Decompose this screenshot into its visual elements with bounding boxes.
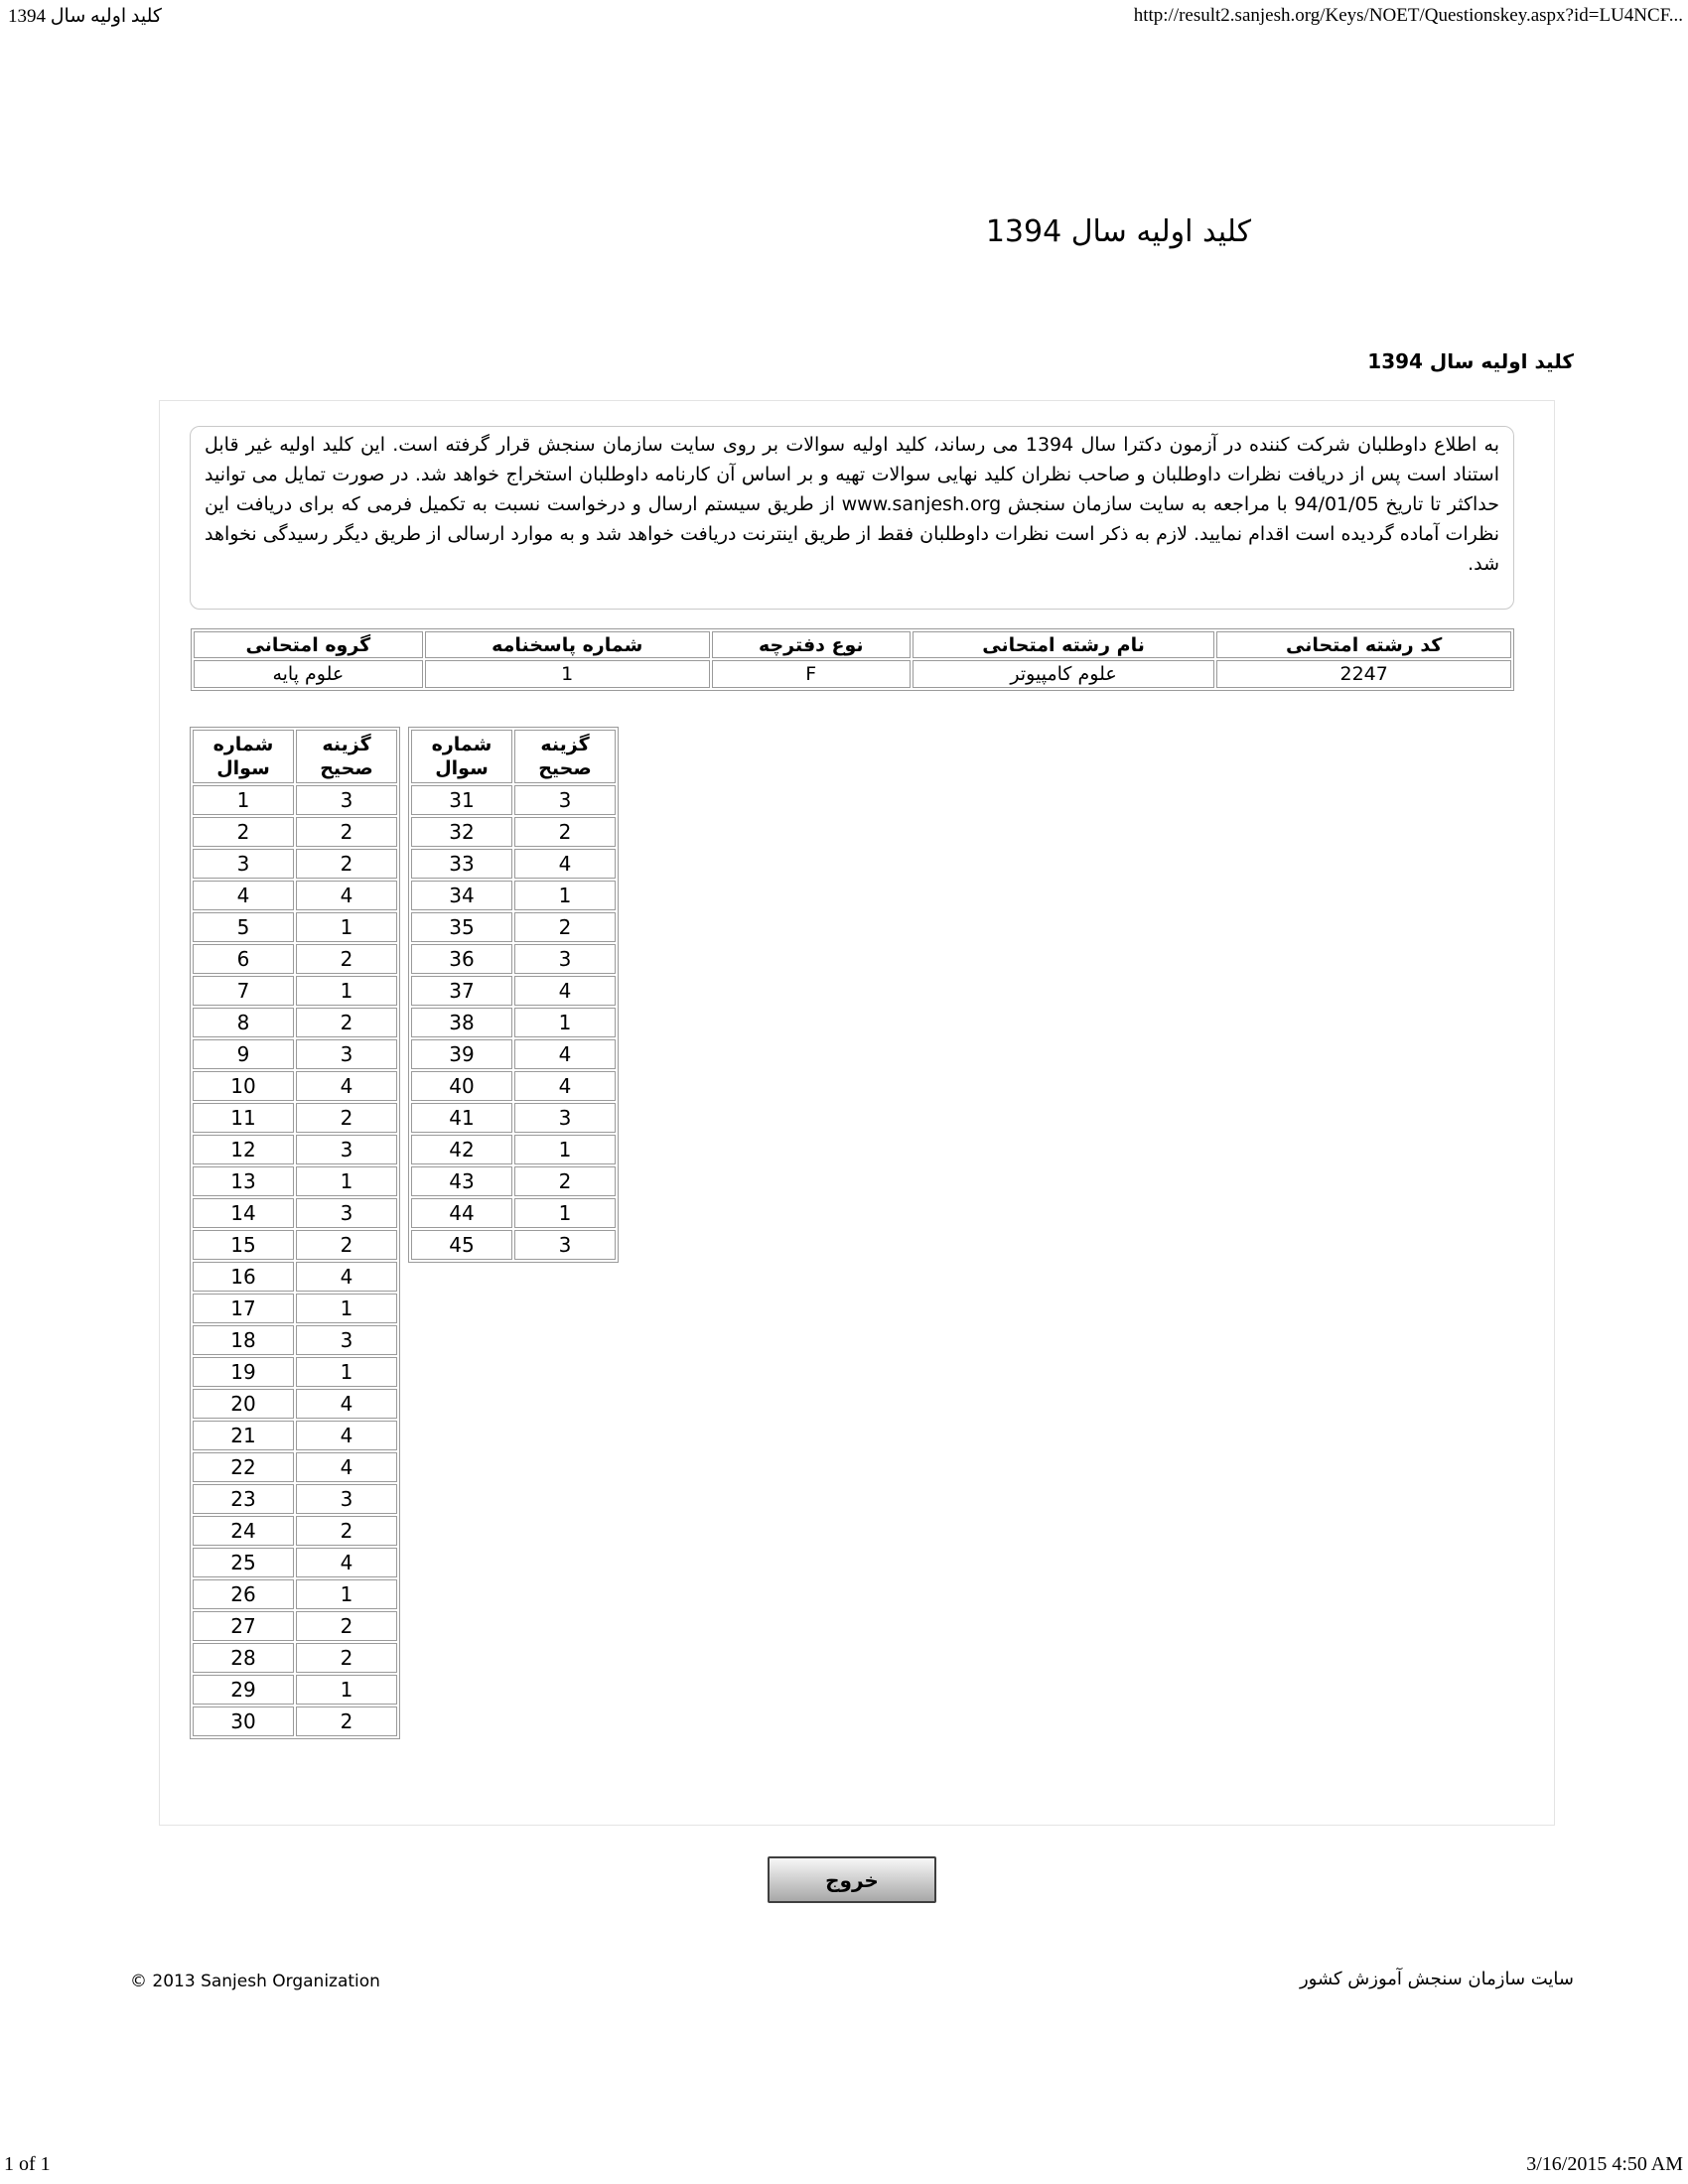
answer-key-row	[193, 785, 397, 815]
exam-info-header-exam-group: گروه امتحانی	[194, 631, 423, 658]
answer-key-row	[411, 1198, 616, 1228]
exam-info-answersheet-no: 1	[425, 660, 710, 688]
question-number-cell: 27	[193, 1611, 294, 1641]
correct-option-cell: 1	[296, 1294, 397, 1323]
answer-key-row	[193, 1611, 397, 1641]
correct-option-cell: 3	[514, 785, 616, 815]
answer-key-table-2	[408, 727, 619, 1263]
answer-key-row	[193, 1198, 397, 1228]
question-number-cell: 21	[193, 1421, 294, 1450]
correct-option-cell: 4	[296, 1071, 397, 1101]
answer-key-row	[193, 1230, 397, 1260]
exam-info-exam-code: 2247	[1216, 660, 1511, 688]
correct-option-cell: 2	[296, 849, 397, 879]
question-number-header: شماره سوال	[411, 730, 512, 783]
answer-key-row	[193, 1357, 397, 1387]
correct-option-cell: 4	[514, 976, 616, 1006]
correct-option-cell: 1	[514, 1008, 616, 1037]
answer-key-row	[193, 1039, 397, 1069]
correct-option-cell: 3	[514, 1103, 616, 1133]
correct-option-cell: 2	[514, 1166, 616, 1196]
correct-option-cell: 1	[296, 1166, 397, 1196]
answer-key-table-2-body	[411, 785, 616, 1260]
answer-key-row	[411, 1071, 616, 1101]
question-number-cell: 12	[193, 1135, 294, 1164]
answer-key-tables	[190, 727, 619, 1739]
question-number-cell: 43	[411, 1166, 512, 1196]
answer-key-row	[411, 1230, 616, 1260]
correct-option-cell: 4	[514, 849, 616, 879]
correct-option-cell: 2	[514, 817, 616, 847]
question-number-cell: 34	[411, 881, 512, 910]
correct-option-cell: 3	[296, 1325, 397, 1355]
question-number-header: شماره سوال	[193, 730, 294, 783]
answer-key-row	[193, 1071, 397, 1101]
question-number-cell: 9	[193, 1039, 294, 1069]
question-number-cell: 42	[411, 1135, 512, 1164]
answer-key-row	[193, 912, 397, 942]
exam-info-exam-group: علوم پایه	[194, 660, 423, 688]
correct-option-cell: 1	[296, 976, 397, 1006]
correct-option-cell: 3	[514, 1230, 616, 1260]
print-footer-page-count: 1 of 1	[4, 2153, 51, 2175]
correct-option-cell: 2	[296, 1611, 397, 1641]
question-number-cell: 45	[411, 1230, 512, 1260]
question-number-cell: 13	[193, 1166, 294, 1196]
correct-option-cell: 4	[514, 1039, 616, 1069]
page-subtitle: کلید اولیه سال 1394	[1367, 349, 1574, 373]
question-number-cell: 25	[193, 1548, 294, 1577]
answer-key-row	[193, 881, 397, 910]
question-number-cell: 7	[193, 976, 294, 1006]
exam-info-table-wrap	[191, 628, 1514, 691]
answer-key-row	[411, 1103, 616, 1133]
answer-key-row	[193, 1262, 397, 1292]
question-number-cell: 28	[193, 1643, 294, 1673]
answer-key-row	[193, 1675, 397, 1705]
answer-key-row	[193, 1325, 397, 1355]
question-number-cell: 38	[411, 1008, 512, 1037]
answer-key-row	[411, 1039, 616, 1069]
answer-key-row	[193, 976, 397, 1006]
exam-info-header-row	[194, 631, 1511, 658]
answer-key-row	[193, 817, 397, 847]
answer-key-row	[193, 1421, 397, 1450]
question-number-cell: 41	[411, 1103, 512, 1133]
question-number-cell: 44	[411, 1198, 512, 1228]
correct-option-cell: 4	[296, 1389, 397, 1419]
correct-option-cell: 1	[296, 912, 397, 942]
answer-key-row	[411, 881, 616, 910]
answer-key-row	[193, 1516, 397, 1546]
question-number-cell: 5	[193, 912, 294, 942]
correct-option-cell: 1	[514, 1135, 616, 1164]
question-number-cell: 11	[193, 1103, 294, 1133]
correct-option-cell: 4	[296, 1548, 397, 1577]
answer-key-row	[193, 1166, 397, 1196]
correct-option-header: گزینه صحیح	[296, 730, 397, 783]
correct-option-cell: 2	[296, 944, 397, 974]
correct-option-cell: 2	[296, 1706, 397, 1736]
exam-info-header-booklet-type: نوع دفترچه	[712, 631, 911, 658]
answer-key-header-row	[193, 730, 397, 783]
correct-option-cell: 4	[296, 1421, 397, 1450]
answer-key-row	[411, 1135, 616, 1164]
answer-key-row	[411, 1008, 616, 1037]
answer-key-header-row	[411, 730, 616, 783]
question-number-cell: 8	[193, 1008, 294, 1037]
correct-option-cell: 2	[296, 1643, 397, 1673]
correct-option-cell: 1	[296, 1675, 397, 1705]
correct-option-cell: 1	[296, 1579, 397, 1609]
exam-info-header-major-name: نام رشته امتحانی	[913, 631, 1215, 658]
content-panel	[159, 400, 1555, 1826]
answer-key-row	[193, 1294, 397, 1323]
exam-info-header-exam-code: کد رشته امتحانی	[1216, 631, 1511, 658]
correct-option-cell: 1	[514, 1198, 616, 1228]
correct-option-cell: 2	[296, 1516, 397, 1546]
question-number-cell: 2	[193, 817, 294, 847]
correct-option-cell: 2	[296, 1008, 397, 1037]
question-number-cell: 16	[193, 1262, 294, 1292]
exit-button[interactable]: خروج	[768, 1856, 936, 1903]
answer-key-row	[411, 1166, 616, 1196]
correct-option-cell: 2	[296, 817, 397, 847]
question-number-cell: 4	[193, 881, 294, 910]
answer-key-table-1	[190, 727, 400, 1739]
correct-option-cell: 4	[514, 1071, 616, 1101]
correct-option-cell: 3	[296, 1135, 397, 1164]
question-number-cell: 33	[411, 849, 512, 879]
correct-option-cell: 4	[296, 1452, 397, 1482]
print-header-url: http://result2.sanjesh.org/Keys/NOET/Questionskey.aspx?id=LU4NCF...	[1133, 5, 1683, 26]
correct-option-cell: 3	[296, 1039, 397, 1069]
answer-key-row	[193, 1548, 397, 1577]
answer-key-row	[411, 817, 616, 847]
correct-option-cell: 1	[296, 1357, 397, 1387]
question-number-cell: 1	[193, 785, 294, 815]
answer-key-row	[193, 1643, 397, 1673]
question-number-cell: 10	[193, 1071, 294, 1101]
answer-key-row	[411, 912, 616, 942]
notice-paragraph: به اطلاع داوطلبان شرکت کننده در آزمون دکترا سال 1394 می رساند، کلید اولیه سوالات بر روی سایت سازمان سنجش قرار گرفته است. این کلید اولیه غیر قابل استناد است پس از دریافت نظرات داوطلبان و صاحب نظران کلید نهایی سوالات تهیه و بر اساس آن کارنامه داوطلبان استخراج خواهد شد. در صورت تمایل می توانید حداکثر تا تاریخ 94/01/05 با مراجعه به سایت سازمان سنجش www.sanjesh.org از طریق سیستم ارسال و درخواست نسبت به تکمیل فرمی که برای دریافت این نظرات آماده گردیده است اقدام نمایید. لازم به ذکر است نظرات داوطلبان فقط از طریق اینترنت دریافت خواهد شد و به موارد ارسالی از طریق دیگر رسیدگی نخواهد شد.	[190, 426, 1514, 610]
question-number-cell: 40	[411, 1071, 512, 1101]
answer-key-row	[193, 1389, 397, 1419]
answer-key-row	[193, 849, 397, 879]
question-number-cell: 24	[193, 1516, 294, 1546]
answer-key-row	[193, 1706, 397, 1736]
question-number-cell: 31	[411, 785, 512, 815]
print-header-document-title: کلید اولیه سال 1394	[8, 6, 162, 27]
correct-option-cell: 3	[296, 785, 397, 815]
answer-key-row	[193, 1135, 397, 1164]
exam-info-booklet-type: F	[712, 660, 911, 688]
answer-key-table-1-body	[193, 785, 397, 1736]
answer-key-row	[193, 1579, 397, 1609]
correct-option-cell: 4	[296, 881, 397, 910]
question-number-cell: 14	[193, 1198, 294, 1228]
answer-key-row	[193, 1452, 397, 1482]
answer-key-row	[193, 944, 397, 974]
correct-option-cell: 1	[514, 881, 616, 910]
question-number-cell: 35	[411, 912, 512, 942]
question-number-cell: 32	[411, 817, 512, 847]
correct-option-cell: 4	[296, 1262, 397, 1292]
correct-option-header: گزینه صحیح	[514, 730, 616, 783]
exam-info-major-name: علوم کامپیوتر	[913, 660, 1215, 688]
correct-option-cell: 2	[296, 1103, 397, 1133]
answer-key-row	[193, 1103, 397, 1133]
question-number-cell: 39	[411, 1039, 512, 1069]
answer-key-row	[411, 785, 616, 815]
answer-key-row	[193, 1008, 397, 1037]
answer-key-row	[411, 849, 616, 879]
answer-key-row	[193, 1484, 397, 1514]
print-footer-datetime: 3/16/2015 4:50 AM	[1526, 2153, 1683, 2175]
page-title: کلید اولیه سال 1394	[985, 214, 1251, 249]
question-number-cell: 29	[193, 1675, 294, 1705]
question-number-cell: 36	[411, 944, 512, 974]
site-name-text: سایت سازمان سنجش آموزش کشور	[1299, 1969, 1574, 1989]
question-number-cell: 3	[193, 849, 294, 879]
copyright-text: © 2013 Sanjesh Organization	[130, 1972, 380, 1991]
question-number-cell: 22	[193, 1452, 294, 1482]
question-number-cell: 15	[193, 1230, 294, 1260]
question-number-cell: 17	[193, 1294, 294, 1323]
answer-key-row	[411, 944, 616, 974]
question-number-cell: 19	[193, 1357, 294, 1387]
question-number-cell: 20	[193, 1389, 294, 1419]
correct-option-cell: 3	[514, 944, 616, 974]
exam-info-header-answersheet-no: شماره پاسخنامه	[425, 631, 710, 658]
question-number-cell: 23	[193, 1484, 294, 1514]
correct-option-cell: 2	[514, 912, 616, 942]
question-number-cell: 6	[193, 944, 294, 974]
exam-info-value-row	[194, 660, 1511, 688]
question-number-cell: 37	[411, 976, 512, 1006]
answer-key-row	[411, 976, 616, 1006]
exam-info-table	[191, 628, 1514, 691]
question-number-cell: 18	[193, 1325, 294, 1355]
correct-option-cell: 2	[296, 1230, 397, 1260]
correct-option-cell: 3	[296, 1198, 397, 1228]
question-number-cell: 30	[193, 1706, 294, 1736]
correct-option-cell: 3	[296, 1484, 397, 1514]
question-number-cell: 26	[193, 1579, 294, 1609]
